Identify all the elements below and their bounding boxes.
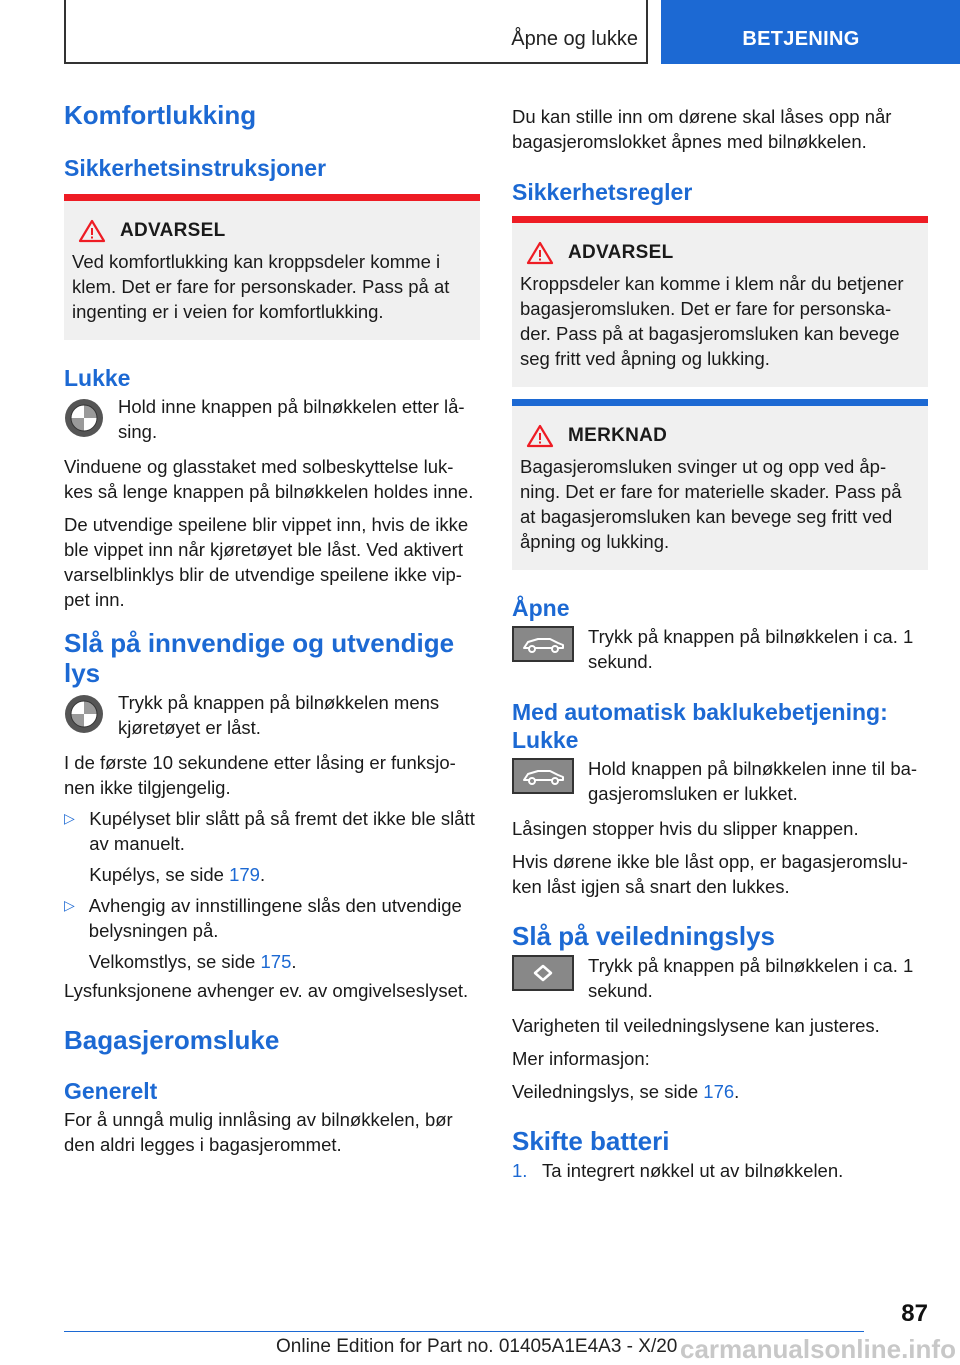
section-title: Åpne og lukke — [511, 28, 638, 50]
cross-reference: Kupélys, se side — [89, 864, 224, 885]
automatisk-instruction: Hold knappen på bilnøkkelen inne til ba-gasjeromsluken er lukket. — [588, 758, 918, 804]
footer-edition: Online Edition for Part no. 01405A1E4A3 - X/20 — [276, 1336, 678, 1357]
warning-text: Ved komfortlukking kan kroppsdeler komme i klem. Det er fare for personskader. Pass på at ingenting er i veien for komfortlukking. — [72, 251, 450, 322]
page-link-175[interactable]: 175 — [260, 951, 292, 972]
paragraph: Varigheten til veiledningslysene kan justeres. — [512, 1015, 880, 1036]
paragraph: Hvis dørene ikke ble låst opp, er bagasjeromslu-ken låst igjen så snart den lukkes. — [512, 851, 908, 897]
heading-komfortlukking: Komfortlukking — [64, 100, 257, 130]
step-text: Ta integrert nøkkel ut av bilnøkkelen. — [542, 1160, 844, 1181]
heading-automatisk: Med automatisk baklukebetjening: Lukke — [512, 699, 888, 753]
heading-veiledningslys: Slå på veiledningslys — [512, 921, 775, 951]
paragraph: Lysfunksjonene avhenger ev. av omgivelseslyset. — [64, 980, 469, 1001]
apne-instruction: Trykk på knappen på bilnøkkelen i ca. 1 sekund. — [588, 626, 914, 672]
paragraph: For å unngå mulig innlåsing av bilnøkkelen, bør den aldri legges i bagasjerommet. — [64, 1109, 453, 1155]
notice-label: MERKNAD — [568, 425, 668, 446]
warning-label: ADVARSEL — [120, 220, 226, 241]
warning-text: Kroppsdeler kan komme i klem når du betjener bagasjeromsluken. Det er fare for personska-der. Pass på at bagasjeromsluken kan bevege seg fritt ved åpning og lukking. — [520, 273, 904, 369]
page-link-176[interactable]: 176 — [703, 1081, 735, 1102]
bullet-text: Kupélyset blir slått på så fremt det ikke ble slått av manuelt. — [89, 808, 475, 854]
bullet-marker: ▷ — [64, 897, 75, 913]
notice-text: Bagasjeromsluken svinger ut og opp ved åp-ning. Det er fare for materielle skader. Pass på at bagasjeromsluken kan bevege seg fritt ved åpning og lukking. — [520, 456, 902, 552]
paragraph: Vinduene og glasstaket med solbeskyttelse luk-kes så lenge knappen på bilnøkkelen holdes inne. — [64, 456, 474, 502]
lys-instruction: Trykk på knappen på bilnøkkelen mens kjøretøyet er låst. — [118, 692, 440, 738]
tailgate-button-icon — [512, 626, 574, 662]
bmw-key-icon — [64, 694, 104, 734]
warning-triangle-icon — [78, 219, 106, 243]
warning-label: ADVARSEL — [568, 242, 674, 263]
watermark: carmanualsonline.info — [680, 1334, 956, 1364]
paragraph: Låsingen stopper hvis du slipper knappen. — [512, 818, 859, 839]
step-number: 1. — [512, 1160, 528, 1181]
left-column — [64, 100, 480, 1157]
notice-box — [512, 399, 928, 570]
list-item — [64, 806, 480, 887]
period: . — [291, 951, 297, 972]
heading-skifte-batteri: Skifte batteri — [512, 1126, 670, 1156]
warning-triangle-icon — [526, 241, 554, 265]
heading-lys: Slå på innvendige og utvendige lys — [64, 628, 455, 688]
paragraph: Du kan stille inn om dørene skal låses opp når bagasjeromslokket åpnes med bilnøkkelen. — [512, 106, 892, 152]
heading-apne: Åpne — [512, 595, 570, 621]
period: . — [259, 864, 266, 885]
footer-divider — [64, 1331, 864, 1332]
warning-box — [512, 216, 928, 387]
heading-sikkerhetsregler: Sikkerhetsregler — [512, 179, 693, 205]
tailgate-button-icon — [512, 758, 574, 794]
paragraph: De utvendige speilene blir vippet inn, hvis de ikke ble vippet inn når kjøretøyet ble låst. Ved aktivert varselblinklys blir de utvendige speilene ikke vip-pet inn. — [64, 514, 469, 610]
list-item — [512, 1158, 928, 1183]
chapter-title: BETJENING — [742, 28, 860, 50]
right-column — [512, 104, 928, 1183]
lukke-instruction: Hold inne knappen på bilnøkkelen etter lå-sing. — [118, 396, 465, 442]
bullet-marker: ▷ — [64, 810, 75, 826]
cross-reference: Velkomstlys, se side — [88, 951, 256, 972]
heading-bagasjeromsluke: Bagasjeromsluke — [64, 1025, 280, 1055]
paragraph: I de første 10 sekundene etter låsing er funksjo-nen ikke tilgjengelig. — [64, 752, 456, 798]
paragraph: Mer informasjon: — [512, 1048, 650, 1069]
veiledningslys-instruction: Trykk på knappen på bilnøkkelen i ca. 1 sekund. — [588, 955, 914, 1001]
heading-lukke: Lukke — [64, 365, 131, 391]
warning-box — [64, 194, 480, 340]
bmw-key-icon — [64, 398, 104, 438]
heading-generelt: Generelt — [64, 1078, 158, 1104]
notice-triangle-icon — [526, 424, 554, 448]
period: . — [734, 1081, 740, 1102]
heading-sikkerhetsinstruksjoner: Sikkerhetsinstruksjoner — [64, 155, 327, 181]
guide-light-button-icon — [512, 955, 574, 991]
page-number: 87 — [901, 1300, 928, 1327]
bullet-text: Avhengig av innstillingene slås den utvendige belysningen på. — [88, 895, 462, 941]
list-item — [64, 893, 480, 974]
page-link-179[interactable]: 179 — [229, 864, 260, 885]
cross-reference: Veiledningslys, se side — [512, 1081, 699, 1102]
